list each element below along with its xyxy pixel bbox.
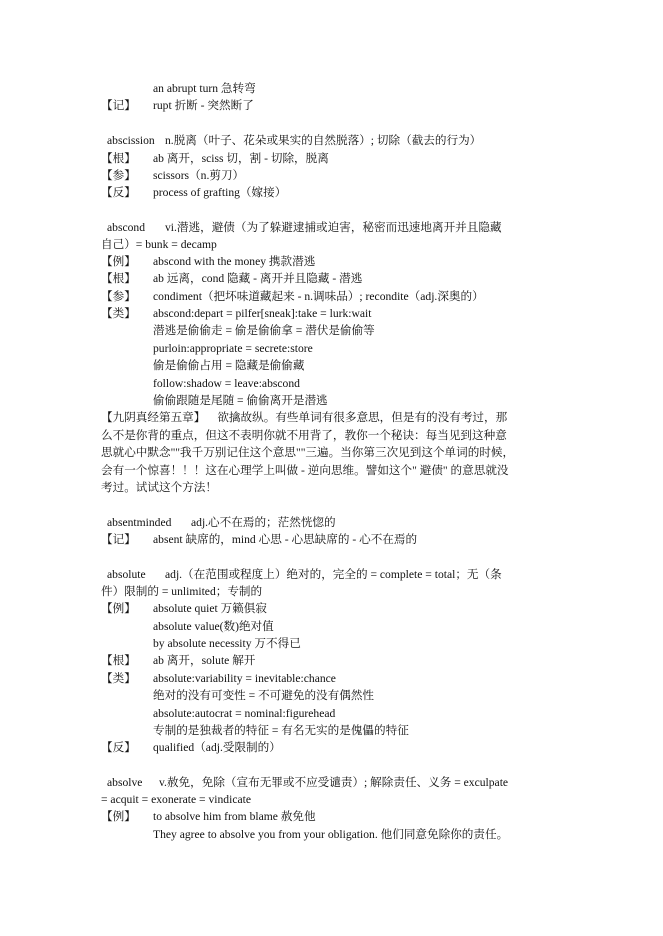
reference-tag: 【参】	[101, 169, 136, 182]
reference-text: condiment（把坏味道藏起来 - n.调味品）; recondite（adj.深奥的）	[153, 290, 484, 303]
root-line	[101, 652, 563, 669]
note-text: 思就心中默念""我千万别记住这个意思""三遍。当你第三次见到这个单词的时候，	[101, 446, 515, 459]
antonym-tag: 【反】	[101, 741, 136, 754]
root-text: ab 远离，cond 隐藏 - 离开并且隐藏 - 潜逃	[153, 272, 363, 285]
definition: vi.潜逃，避债（为了躲避逮捕或迫害，秘密而迅速地离开并且隐藏	[165, 221, 502, 234]
headword: absolve	[107, 776, 143, 789]
note-text: 么不是你背的重点，但这不表明你就不用背了，教你一个秘诀：每当见到这种意	[101, 429, 507, 442]
memo-tag: 【记】	[101, 99, 136, 112]
example-line: an abrupt turn 急转弯	[153, 82, 256, 95]
example-tag: 【例】	[101, 602, 136, 615]
root-tag: 【根】	[101, 152, 136, 165]
analogy-text: abscond:depart = pilfer[sneak]:take = lurk:wait	[153, 307, 372, 320]
note-text: 考过。试试这个方法！	[101, 481, 217, 494]
analogy-tag: 【类】	[101, 672, 136, 685]
example-tag: 【例】	[101, 255, 136, 268]
antonym-text: qualified（adj.受限制的）	[153, 741, 281, 754]
analogy-text: absolute:variability = inevitable:chance	[153, 672, 336, 685]
example-text: absolute quiet 万籁俱寂	[153, 602, 267, 615]
analogy-line	[101, 305, 563, 322]
analogy-text: follow:shadow = leave:abscond	[153, 377, 300, 390]
root-tag: 【根】	[101, 654, 136, 667]
note-line	[101, 409, 563, 426]
definition: adj.心不在焉的；茫然恍惚的	[191, 516, 336, 529]
entry-abscission-head	[101, 132, 563, 149]
example-text: absolute value(数)绝对值	[153, 620, 274, 633]
note-text: 欲擒故纵。有些单词有很多意思，但是有的没有考过，那	[217, 411, 508, 424]
entry-abscond-head	[101, 219, 563, 236]
analogy-text: 绝对的没有可变性 = 不可避免的没有偶然性	[153, 689, 375, 702]
definition-continued: 件）限制的 = unlimited；专制的	[101, 585, 263, 598]
analogy-text: 潜逃是偷偷走 = 偷是偷偷拿 = 潜伏是偷偷等	[153, 324, 375, 337]
root-line	[101, 150, 563, 167]
memo-text: absent 缺席的，mind 心思 - 心思缺席的 - 心不在焉的	[153, 533, 418, 546]
memo-line	[101, 97, 563, 114]
analogy-text: 专制的是独裁者的特征 = 有名无实的是傀儡的特征	[153, 724, 409, 737]
antonym-text: process of grafting（嫁接）	[153, 186, 287, 199]
analogy-tag: 【类】	[101, 307, 136, 320]
analogy-text: absolute:autocrat = nominal:figurehead	[153, 707, 336, 720]
entry-absolute-head	[101, 566, 563, 583]
antonym-tag: 【反】	[101, 186, 136, 199]
memo-tag: 【记】	[101, 533, 136, 546]
example-line	[101, 600, 563, 617]
definition: v.赦免，免除（宣布无罪或不应受谴责）; 解除责任、义务 = exculpate	[159, 776, 509, 789]
analogy-text: 偷偷跟随是尾随 = 偷偷离开是潜逃	[153, 394, 328, 407]
note-text: 会有一个惊喜！！！这在心理学上叫做 - 逆向思维。譬如这个" 避债" 的意思就没	[101, 464, 509, 477]
example-text: They agree to absolve you from your obligation. 他们同意免除你的责任。	[153, 828, 509, 841]
definition: n.脱离（叶子、花朵或果实的自然脱落）; 切除（截去的行为）	[165, 134, 482, 147]
analogy-text: purloin:appropriate = secrete:store	[153, 342, 313, 355]
example-line	[101, 808, 563, 825]
root-tag: 【根】	[101, 272, 136, 285]
note-tag: 【九阴真经第五章】	[101, 411, 206, 424]
reference-text: scissors（n.剪刀）	[153, 169, 245, 182]
entry-absentminded-head	[101, 514, 563, 531]
definition-continued: 自己）= bunk = decamp	[101, 238, 217, 251]
example-line	[101, 253, 563, 270]
example-text: abscond with the money 携款潜逃	[153, 255, 316, 268]
root-text: ab 离开，sciss 切，割 - 切除，脱离	[153, 152, 329, 165]
headword: abscond	[107, 221, 145, 234]
entry-absolve-head	[101, 774, 563, 791]
analogy-line	[101, 670, 563, 687]
definition-continued: = acquit = exonerate = vindicate	[101, 793, 251, 806]
headword: abscission	[107, 134, 155, 147]
reference-line	[101, 288, 563, 305]
memo-text: rupt 折断 - 突然断了	[153, 99, 254, 112]
memo-line	[101, 531, 563, 548]
example-text: by absolute necessity 万不得已	[153, 637, 301, 650]
analogy-text: 偷是偷偷占用 = 隐藏是偷偷藏	[153, 359, 305, 372]
headword: absolute	[107, 568, 146, 581]
headword: absentminded	[107, 516, 172, 529]
root-line	[101, 270, 563, 287]
reference-tag: 【参】	[101, 290, 136, 303]
example-tag: 【例】	[101, 810, 136, 823]
root-text: ab 离开，solute 解开	[153, 654, 256, 667]
example-text: to absolve him from blame 赦免他	[153, 810, 316, 823]
reference-line	[101, 167, 563, 184]
antonym-line	[101, 739, 563, 756]
antonym-line	[101, 184, 563, 201]
definition: adj.（在范围或程度上）绝对的，完全的 = complete = total；无（条	[165, 568, 502, 581]
